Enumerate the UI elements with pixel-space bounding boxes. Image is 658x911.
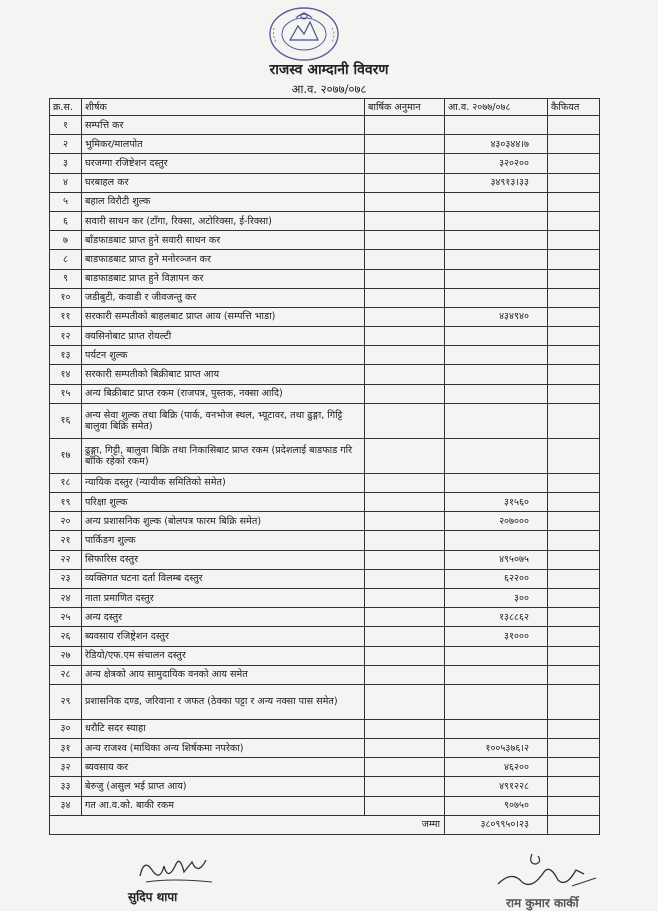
row-serial-number: ९ [50,269,82,288]
row-fiscal-amount: ४९५०७५ [445,550,548,569]
row-title: सवारी साधन कर (टाँगा, रिक्सा, अटोरिक्सा, ई-रिक्सा) [82,211,365,230]
row-fiscal-amount [445,403,548,438]
row-title: अन्य क्षेत्रको आय सामुदायिक वनको आय समेत [82,665,365,684]
row-title: पर्यटन शुल्क [82,346,365,365]
row-title: अन्य प्रशासनिक शुल्क (बोलपत्र फारम बिक्रि समेत) [82,512,365,531]
table-row [50,493,600,512]
row-serial-number: २६ [50,627,82,646]
row-title: सम्पत्ति कर [82,116,365,135]
table-row [50,569,600,588]
table-row [50,116,600,135]
row-remarks [548,154,600,173]
row-remarks [548,365,600,384]
row-remarks [548,135,600,154]
row-fiscal-amount [445,346,548,365]
row-title: प्रशासनिक दण्ड, जरिवाना र जफत (ठेक्का पट्टा र अन्य नक्सा पास समेत) [82,684,365,719]
row-serial-number: १६ [50,403,82,438]
row-title: अन्य राजश्व (माथिका अन्य शिर्षकमा नपरेका) [82,739,365,758]
row-annual-estimate [365,384,445,403]
row-annual-estimate [365,403,445,438]
row-title: ब्यवसाय रजिष्ट्रेशन दस्तुर [82,627,365,646]
row-remarks [548,173,600,192]
row-title: पार्किङग शुल्क [82,531,365,550]
row-remarks [548,211,600,230]
row-remarks [548,512,600,531]
row-annual-estimate [365,646,445,665]
row-remarks [548,777,600,796]
row-annual-estimate [365,438,445,473]
row-fiscal-amount [445,684,548,719]
row-fiscal-amount: ३१००० [445,627,548,646]
row-serial-number: ११ [50,307,82,326]
table-row [50,403,600,438]
table-row [50,684,600,719]
row-annual-estimate [365,719,445,738]
signatory-name-right: राम कुमार कार्की [506,896,579,910]
row-fiscal-amount: २०७००० [445,512,548,531]
row-fiscal-amount [445,531,548,550]
row-annual-estimate [365,493,445,512]
table-row [50,758,600,777]
row-annual-estimate [365,796,445,815]
row-serial-number: १३ [50,346,82,365]
row-serial-number: २४ [50,588,82,607]
row-fiscal-amount [445,269,548,288]
row-annual-estimate [365,269,445,288]
table-row [50,173,600,192]
row-fiscal-amount: १००५३७६।२ [445,739,548,758]
row-serial-number: ३१ [50,739,82,758]
row-serial-number: २८ [50,665,82,684]
row-fiscal-amount: १३८८६२ [445,608,548,627]
row-serial-number: ३३ [50,777,82,796]
table-row [50,192,600,211]
revenue-table [49,98,600,835]
row-fiscal-amount: ४६२०० [445,758,548,777]
row-fiscal-amount [445,665,548,684]
row-fiscal-amount [445,250,548,269]
row-remarks [548,269,600,288]
municipal-seal-logo [266,4,342,62]
row-fiscal-amount [445,438,548,473]
total-row [50,815,600,834]
total-blank-cell [50,815,365,834]
row-annual-estimate [365,684,445,719]
row-fiscal-amount: ३२०२०० [445,154,548,173]
row-serial-number: ५ [50,192,82,211]
table-row [50,588,600,607]
table-row [50,550,600,569]
row-fiscal-amount [445,116,548,135]
row-serial-number: ३० [50,719,82,738]
table-row [50,327,600,346]
row-annual-estimate [365,173,445,192]
row-title: ढुङ्गा, गिट्टी, बालुवा बिक्रि तथा निकासिबाट प्राप्त रकम (प्रदेशलाई बाडफाड गरि बाँकि रहेको रकम) [82,438,365,473]
row-remarks [548,665,600,684]
row-annual-estimate [365,550,445,569]
row-remarks [548,627,600,646]
row-title: भुमिकर/मालपोत [82,135,365,154]
column-header-remarks: कैफियत [548,99,600,116]
row-remarks [548,384,600,403]
row-remarks [548,646,600,665]
row-remarks [548,684,600,719]
row-annual-estimate [365,250,445,269]
row-title: बाँडफाडबाट प्राप्त हुने सवारी साधन कर [82,231,365,250]
table-row [50,154,600,173]
row-annual-estimate [365,569,445,588]
row-fiscal-amount: ९०७५० [445,796,548,815]
row-title: ब्यवसाय कर [82,758,365,777]
row-annual-estimate [365,665,445,684]
row-title: जडीबुटी, कवाडी र जीवजन्तु कर [82,288,365,307]
table-row [50,346,600,365]
table-row [50,288,600,307]
table-row [50,250,600,269]
row-title: सिफारिस दस्तुर [82,550,365,569]
row-remarks [548,796,600,815]
row-serial-number: १८ [50,473,82,492]
table-row [50,384,600,403]
row-title: परिक्षा शुल्क [82,493,365,512]
row-title: घरजग्गा रजिष्टेशन दस्तुर [82,154,365,173]
row-serial-number: ८ [50,250,82,269]
row-title: सरकारी सम्पतीको बाहलबाट प्राप्त आय (सम्पत्ति भाडा) [82,307,365,326]
table-row [50,231,600,250]
signature-block-left [118,852,228,910]
page-title: राजस्व आम्दानी विवरण [269,62,389,78]
column-header-sn: क्र.स. [50,99,82,116]
row-serial-number: २२ [50,550,82,569]
row-annual-estimate [365,288,445,307]
column-header-title: शीर्षक [82,99,365,116]
row-fiscal-amount: ४३४९४० [445,307,548,326]
row-fiscal-amount [445,646,548,665]
row-annual-estimate [365,512,445,531]
row-title: गत आ.व.को. बाकी रकम [82,796,365,815]
row-fiscal-amount: ३०० [445,588,548,607]
row-fiscal-amount [445,719,548,738]
table-row [50,438,600,473]
row-remarks [548,403,600,438]
row-fiscal-amount [445,384,548,403]
table-row [50,135,600,154]
table-row [50,512,600,531]
row-remarks [548,327,600,346]
row-serial-number: ३४ [50,796,82,815]
row-fiscal-amount: ४९१२२८ [445,777,548,796]
row-annual-estimate [365,211,445,230]
handwritten-signature-left [132,852,222,892]
row-remarks [548,493,600,512]
row-annual-estimate [365,231,445,250]
row-serial-number: २९ [50,684,82,719]
row-title: बाडफाडबाट प्राप्त हुने विज्ञापन कर [82,269,365,288]
row-serial-number: ३२ [50,758,82,777]
row-title: अन्य सेवा शुल्क तथा बिक्रि (पार्क, वनभोज स्थल, भ्यूटावर, तथा ढुङ्गा, गिट्टि बालुवा बिक्रि समेत) [82,403,365,438]
row-remarks [548,192,600,211]
row-annual-estimate [365,307,445,326]
row-annual-estimate [365,365,445,384]
table-row [50,473,600,492]
row-title: न्यायिक दस्तुर (न्यायीक समितिको समेत) [82,473,365,492]
row-title: सरकारी सम्पतीको बिक्रीबाट प्राप्त आय [82,365,365,384]
row-serial-number: १५ [50,384,82,403]
row-title: रेडियो/एफ.एम संचालन दस्तुर [82,646,365,665]
row-remarks [548,550,600,569]
row-remarks [548,758,600,777]
row-fiscal-amount [445,288,548,307]
row-annual-estimate [365,473,445,492]
table-row [50,307,600,326]
handwritten-signature-right [492,850,602,894]
row-fiscal-amount [445,473,548,492]
row-annual-estimate [365,758,445,777]
row-annual-estimate [365,627,445,646]
row-remarks [548,588,600,607]
row-annual-estimate [365,739,445,758]
column-header-estimate: बार्षिक अनुमान [365,99,445,116]
table-row [50,627,600,646]
row-remarks [548,719,600,738]
row-remarks [548,250,600,269]
row-title: धरौटि सदर स्याहा [82,719,365,738]
row-serial-number: ७ [50,231,82,250]
table-row [50,777,600,796]
row-annual-estimate [365,135,445,154]
table-row [50,719,600,738]
table-row [50,211,600,230]
row-annual-estimate [365,588,445,607]
row-serial-number: १७ [50,438,82,473]
row-remarks [548,473,600,492]
row-title: नाता प्रमाणित दस्तुर [82,588,365,607]
column-header-amount: आ.व. २०७७/०७८ [445,99,548,116]
row-serial-number: २० [50,512,82,531]
row-serial-number: २५ [50,608,82,627]
row-title: घरबाहल कर [82,173,365,192]
row-remarks [548,231,600,250]
row-annual-estimate [365,192,445,211]
row-remarks [548,288,600,307]
signature-block-right [486,850,606,910]
row-serial-number: ३ [50,154,82,173]
row-annual-estimate [365,154,445,173]
table-row [50,796,600,815]
signatory-name-left: सुदिप थापा [128,890,178,904]
row-title: बेरुजु (असुल भई प्राप्त आय) [82,777,365,796]
row-fiscal-amount [445,231,548,250]
row-remarks [548,608,600,627]
row-annual-estimate [365,346,445,365]
total-label: जम्मा [365,815,445,834]
row-remarks [548,739,600,758]
table-row [50,646,600,665]
row-fiscal-amount: ३१५६० [445,493,548,512]
table-row [50,269,600,288]
table-header-row [50,99,600,116]
row-serial-number: २ [50,135,82,154]
table-row [50,739,600,758]
row-annual-estimate [365,777,445,796]
row-fiscal-amount [445,327,548,346]
row-remarks [548,307,600,326]
table-row [50,531,600,550]
row-serial-number: ४ [50,173,82,192]
row-serial-number: १४ [50,365,82,384]
row-title: बहाल विरौटी शुल्क [82,192,365,211]
row-serial-number: २३ [50,569,82,588]
row-annual-estimate [365,327,445,346]
row-annual-estimate [365,116,445,135]
revenue-rows [50,116,600,816]
row-remarks [548,346,600,365]
row-fiscal-amount: ६२२०० [445,569,548,588]
row-title: बाडफाडबाट प्राप्त हुने मनोरञ्जन कर [82,250,365,269]
row-serial-number: १९ [50,493,82,512]
table-row [50,365,600,384]
table-row [50,608,600,627]
row-fiscal-amount: ४३०३४४।७ [445,135,548,154]
table-row [50,665,600,684]
row-serial-number: ६ [50,211,82,230]
row-remarks [548,116,600,135]
row-fiscal-amount [445,365,548,384]
row-fiscal-amount: ३४९१३।३३ [445,173,548,192]
row-serial-number: २१ [50,531,82,550]
row-title: व्यक्तिगत घटना दर्ता विलम्ब दस्तुर [82,569,365,588]
row-serial-number: २७ [50,646,82,665]
row-remarks [548,531,600,550]
fiscal-year-subtitle: आ.व. २०७७/०७८ [291,82,367,96]
row-serial-number: १२ [50,327,82,346]
row-annual-estimate [365,608,445,627]
row-annual-estimate [365,531,445,550]
total-amount: ३८०९९५०।२३ [445,815,548,834]
row-remarks [548,569,600,588]
row-fiscal-amount [445,211,548,230]
row-title: अन्य दस्तुर [82,608,365,627]
row-remarks [548,438,600,473]
row-serial-number: १ [50,116,82,135]
row-title: क्यसिनोबाट प्राप्त रोयल्टी [82,327,365,346]
row-fiscal-amount [445,192,548,211]
total-remarks-cell [548,815,600,834]
row-title: अन्य बिक्रीबाट प्राप्त रकम (राजपत्र, पुस्तक, नक्सा आदि) [82,384,365,403]
row-serial-number: १० [50,288,82,307]
